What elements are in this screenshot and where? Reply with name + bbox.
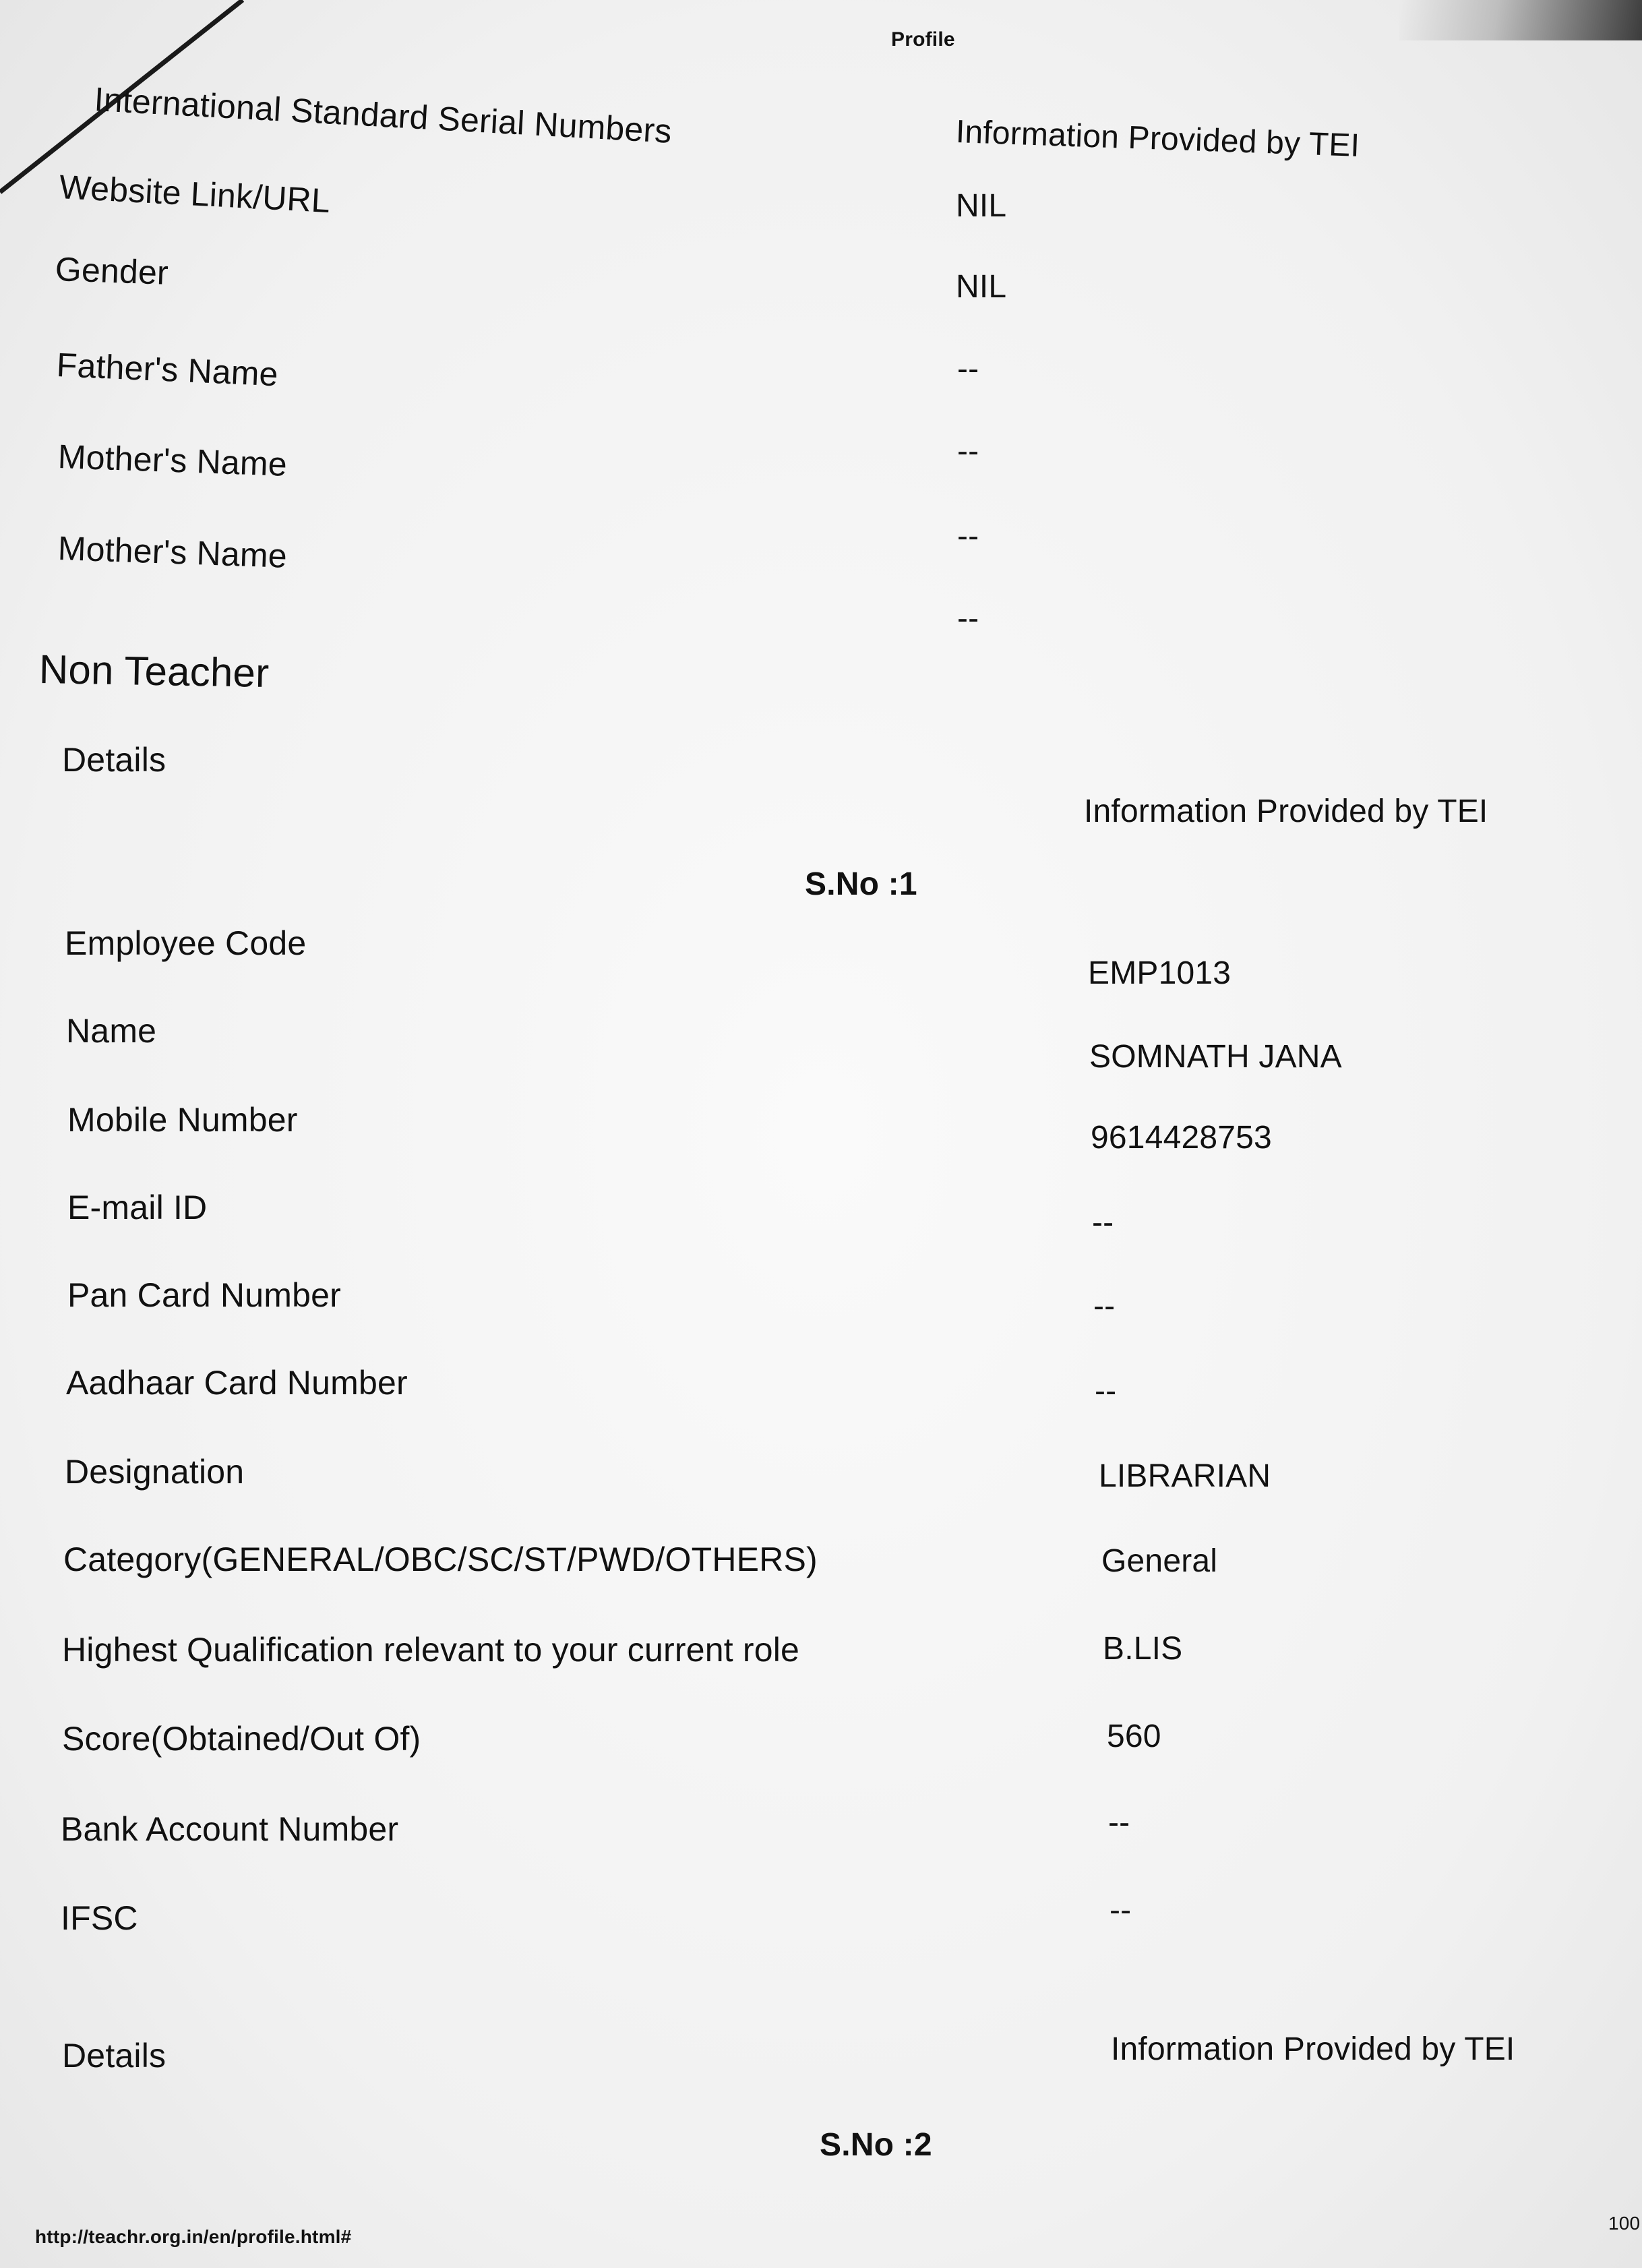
page-number: 100 bbox=[1608, 2213, 1641, 2234]
website-label: Website Link/URL bbox=[58, 168, 332, 220]
score-value: 560 bbox=[1107, 1719, 1161, 1754]
gender-value: NIL bbox=[956, 269, 1007, 305]
email-label: E-mail ID bbox=[67, 1189, 208, 1226]
issn-value: Information Provided by TEI bbox=[955, 114, 1361, 164]
designation-label: Designation bbox=[65, 1453, 245, 1491]
aadhaar-label: Aadhaar Card Number bbox=[66, 1364, 408, 1402]
name-label: Name bbox=[66, 1012, 157, 1050]
score-label: Score(Obtained/Out Of) bbox=[62, 1720, 421, 1758]
qualification-label: Highest Qualification relevant to your current role bbox=[62, 1631, 800, 1669]
sno-1: S.No :1 bbox=[805, 866, 917, 902]
mothers-name-value-2: -- bbox=[957, 518, 979, 554]
ifsc-label: IFSC bbox=[61, 1899, 138, 1937]
footer-url: http://teachr.org.in/en/profile.html# bbox=[35, 2226, 352, 2247]
sno-2: S.No :2 bbox=[820, 2127, 932, 2163]
pan-card-value: -- bbox=[1093, 1288, 1116, 1324]
gender-label: Gender bbox=[55, 250, 169, 292]
info-provided-label-2: Information Provided by TEI bbox=[1111, 2031, 1515, 2067]
non-teacher-heading: Non Teacher bbox=[38, 647, 270, 696]
info-provided-label: Information Provided by TEI bbox=[1084, 794, 1488, 829]
details-label-2: Details bbox=[62, 2037, 166, 2075]
issn-label: International Standard Serial Numbers bbox=[93, 80, 673, 150]
mothers-name-label: Mother's Name bbox=[57, 438, 288, 483]
qualification-value: B.LIS bbox=[1103, 1631, 1183, 1667]
employee-code-label: Employee Code bbox=[65, 924, 307, 962]
mobile-number-label: Mobile Number bbox=[67, 1101, 298, 1139]
mothers-name-value: -- bbox=[957, 434, 979, 469]
mobile-number-value: 9614428753 bbox=[1091, 1120, 1272, 1156]
details-label: Details bbox=[62, 741, 166, 779]
category-label: Category(GENERAL/OBC/SC/ST/PWD/OTHERS) bbox=[63, 1541, 818, 1578]
employee-code-value: EMP1013 bbox=[1088, 955, 1232, 991]
bank-account-value: -- bbox=[1108, 1805, 1130, 1841]
category-value: General bbox=[1101, 1543, 1218, 1579]
website-value: NIL bbox=[956, 188, 1007, 224]
page-corner-shadow bbox=[1399, 0, 1642, 40]
pan-card-label: Pan Card Number bbox=[67, 1276, 341, 1314]
name-value: SOMNATH JANA bbox=[1089, 1039, 1342, 1075]
fathers-name-value: -- bbox=[957, 351, 979, 387]
fathers-name-label: Father's Name bbox=[55, 346, 279, 394]
ifsc-value: -- bbox=[1109, 1892, 1132, 1928]
bank-account-label: Bank Account Number bbox=[61, 1810, 399, 1848]
mothers-name-label-2: Mother's Name bbox=[57, 529, 288, 575]
extra-value: -- bbox=[957, 601, 979, 636]
designation-value: LIBRARIAN bbox=[1099, 1458, 1271, 1494]
page-title: Profile bbox=[891, 28, 955, 51]
aadhaar-value: -- bbox=[1095, 1373, 1117, 1409]
email-value: -- bbox=[1092, 1205, 1114, 1241]
